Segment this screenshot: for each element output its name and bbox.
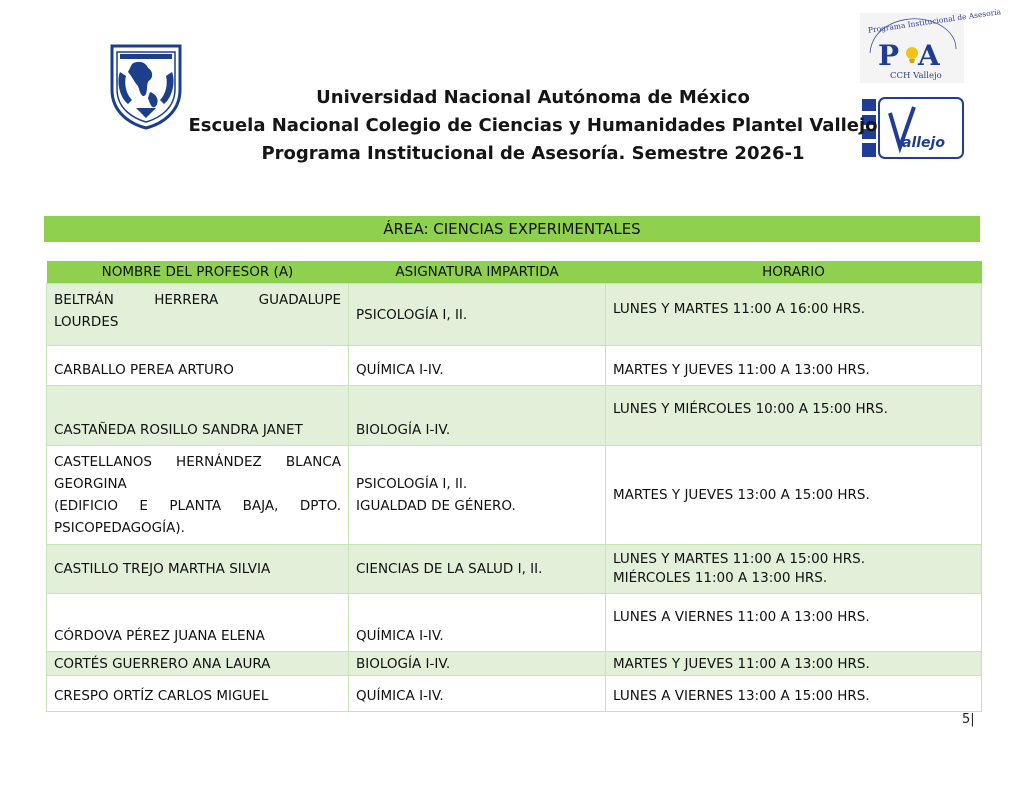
- university-name: Universidad Nacional Autónoma de México: [316, 87, 750, 108]
- teacher-name: CASTAÑEDA ROSILLO SANDRA JANET: [47, 386, 349, 446]
- pia-program-logo: [860, 7, 1002, 83]
- schedule: MARTES Y JUEVES 11:00 A 13:00 HRS.: [606, 346, 982, 386]
- table-row: [47, 386, 982, 446]
- table-row: [47, 284, 982, 346]
- table-row: [47, 446, 982, 545]
- schedule: LUNES A VIERNES 13:00 A 15:00 HRS.: [606, 676, 982, 712]
- svg-text:Programa Institucional de Ases: Programa Institucional de Asesoría: [867, 7, 1002, 35]
- teacher-name: CORTÉS GUERRERO ANA LAURA: [47, 652, 349, 676]
- subject: QUÍMICA I-IV.: [349, 346, 606, 386]
- teacher-name: CÓRDOVA PÉREZ JUANA ELENA: [47, 594, 349, 652]
- schedule: MARTES Y JUEVES 11:00 A 13:00 HRS.: [606, 652, 982, 676]
- table-row: [47, 545, 982, 594]
- column-header-subject: ASIGNATURA IMPARTIDA: [349, 261, 606, 284]
- pia-subtitle: CCH Vallejo: [890, 71, 942, 81]
- subject: QUÍMICA I-IV.: [349, 594, 606, 652]
- schedule: LUNES Y MARTES 11:00 A 15:00 HRS. MIÉRCOLES 11:00 A 13:00 HRS.: [606, 545, 982, 594]
- teacher-name: CASTELLANOS HERNÁNDEZ BLANCA GEORGINA (EDIFICIO E PLANTA BAJA, DPTO. PSICOPEDAGOGÍA).: [47, 446, 349, 545]
- table-row: [47, 594, 982, 652]
- page-number: 5|: [962, 712, 975, 727]
- table-row: [47, 676, 982, 712]
- column-header-name: NOMBRE DEL PROFESOR (A): [47, 261, 349, 284]
- subject: BIOLOGÍA I-IV.: [349, 386, 606, 446]
- subject: PSICOLOGÍA I, II. IGUALDAD DE GÉNERO.: [349, 446, 606, 545]
- schedule: MARTES Y JUEVES 13:00 A 15:00 HRS.: [606, 446, 982, 545]
- table-row: [47, 652, 982, 676]
- subject: BIOLOGÍA I-IV.: [349, 652, 606, 676]
- advisors-table: [46, 261, 982, 712]
- teacher-name: CRESPO ORTÍZ CARLOS MIGUEL: [47, 676, 349, 712]
- svg-text:P: P: [878, 39, 900, 72]
- schedule: LUNES Y MIÉRCOLES 10:00 A 15:00 HRS.: [606, 386, 982, 446]
- teacher-name: CARBALLO PEREA ARTURO: [47, 346, 349, 386]
- area-title: ÁREA: CIENCIAS EXPERIMENTALES: [44, 216, 980, 242]
- schedule: LUNES Y MARTES 11:00 A 16:00 HRS.: [606, 284, 982, 346]
- subject: CIENCIAS DE LA SALUD I, II.: [349, 545, 606, 594]
- teacher-name: BELTRÁN HERRERA GUADALUPE LOURDES: [47, 284, 349, 346]
- schedule: LUNES A VIERNES 11:00 A 13:00 HRS.: [606, 594, 982, 652]
- document-header: [150, 84, 916, 168]
- teacher-name: CASTILLO TREJO MARTHA SILVIA: [47, 545, 349, 594]
- program-title: Programa Institucional de Asesoría. Semestre 2026-1: [261, 143, 805, 164]
- svg-text:A: A: [918, 39, 940, 72]
- svg-text:allejo: allejo: [902, 135, 945, 151]
- table-row: [47, 346, 982, 386]
- column-header-schedule: HORARIO: [606, 261, 982, 284]
- subject: PSICOLOGÍA I, II.: [349, 284, 606, 346]
- school-name: Escuela Nacional Colegio de Ciencias y Humanidades Plantel Vallejo: [188, 115, 878, 136]
- subject: QUÍMICA I-IV.: [349, 676, 606, 712]
